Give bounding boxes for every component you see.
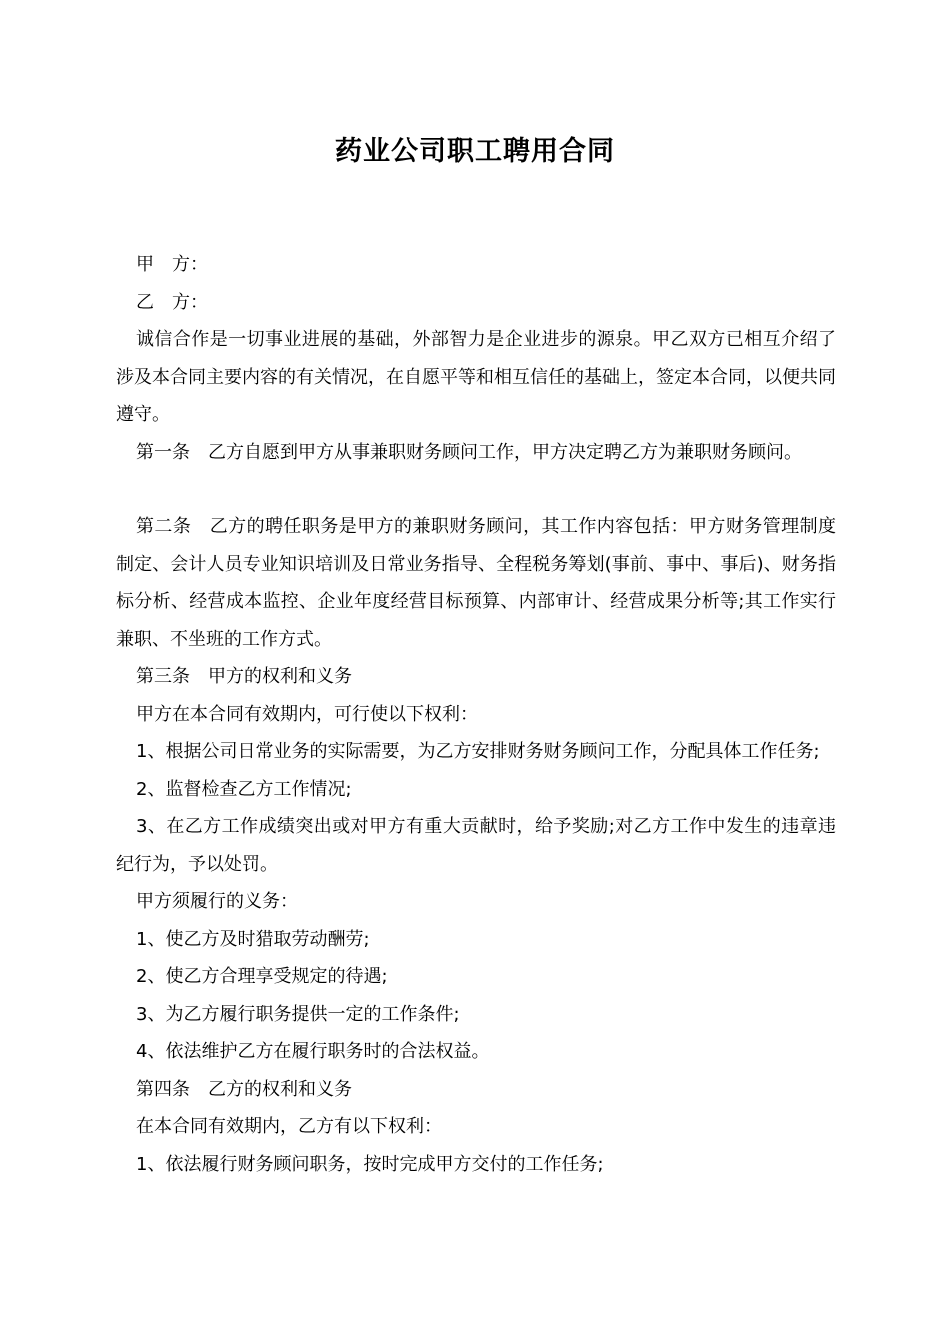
party-a-right-2: 2、监督检查乙方工作情况; <box>136 778 352 800</box>
party-a-duty-2: 2、使乙方合理享受规定的待遇; <box>136 966 388 987</box>
document-title: 药业公司职工聘用合同 <box>335 136 615 167</box>
party-a-duty-1: 1、使乙方及时猎取劳动酬劳; <box>136 928 370 950</box>
party-b-line: 乙 方： <box>136 291 208 313</box>
preamble-paragraph: 诚信合作是一切事业进展的基础，外部智力是企业进步的源泉。甲乙双方已相互介绍了涉及本合同主要内容的有关情况，在自愿平等和相互信任的基础上，签定本合同，以便共同遵守。 <box>116 329 836 425</box>
article-1: 第一条 乙方自愿到甲方从事兼职财务顾问工作，甲方决定聘乙方为兼职财务顾问。 <box>136 441 802 463</box>
party-a-line: 甲 方： <box>136 254 208 275</box>
article-4-heading: 第四条 乙方的权利和义务 <box>136 1078 352 1100</box>
party-a-right-1: 1、根据公司日常业务的实际需要，为乙方安排财务财务顾问工作，分配具体工作任务; <box>136 741 820 762</box>
party-a-right-3: 3、在乙方工作成绩突出或对甲方有重大贡献时，给予奖励;对乙方工作中发生的违章违纪行为，予以处罚。 <box>116 816 836 875</box>
party-b-rights-intro: 在本合同有效期内，乙方有以下权利： <box>136 1116 442 1137</box>
party-a-duty-4: 4、依法维护乙方在履行职务时的合法权益。 <box>136 1041 490 1062</box>
party-a-rights-intro: 甲方在本合同有效期内，可行使以下权利： <box>136 703 478 725</box>
article-2: 第二条 乙方的聘任职务是甲方的兼职财务顾问，其工作内容包括：甲方财务管理制度制定、会计人员专业知识培训及日常业务指导、全程税务筹划(事前、事中、事后)、财务指标分析、经营成本监控、企业年度经营目标预算、内部审计、经营成果分析等;其工作实行兼职、不坐班的工作方式。 <box>116 516 836 650</box>
contract-body <box>116 246 836 1183</box>
party-a-duties-intro: 甲方须履行的义务： <box>136 891 298 912</box>
party-a-duty-3: 3、为乙方履行职务提供一定的工作条件; <box>136 1003 460 1025</box>
party-b-right-1: 1、依法履行财务顾问职务，按时完成甲方交付的工作任务; <box>136 1153 604 1175</box>
article-3-heading: 第三条 甲方的权利和义务 <box>136 666 352 687</box>
